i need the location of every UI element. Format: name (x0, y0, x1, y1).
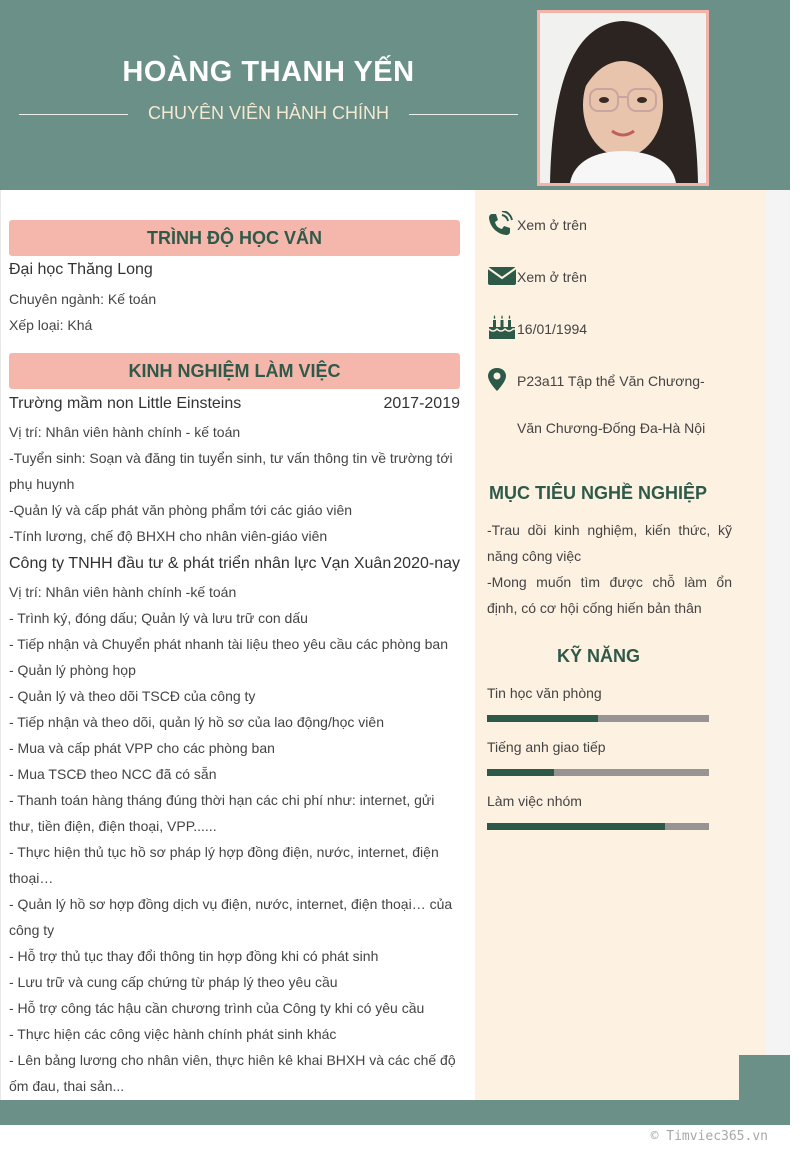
objective-line: -Trau dồi kinh nghiệm, kiến thức, kỹ năng công việc (487, 522, 732, 564)
skill-fill (487, 715, 598, 722)
role-row (19, 101, 518, 127)
skill-fill (487, 769, 554, 776)
candidate-name: HOÀNG THANH YẾN (122, 56, 415, 88)
phone-text: Xem ở trên (517, 217, 587, 233)
contact-address (487, 367, 747, 437)
header (0, 0, 790, 190)
job-line: - Thực hiện các công việc hành chính phát sinh khác (9, 1026, 337, 1042)
envelope-icon (487, 263, 517, 291)
job-line: - Lưu trữ và cung cấp chứng từ pháp lý theo yêu cầu (9, 974, 338, 990)
birthday-text: 16/01/1994 (517, 321, 588, 337)
job-line: - Tiếp nhận và theo dõi, quản lý hồ sơ của lao động/học viên (9, 714, 384, 730)
map-marker-icon (487, 367, 517, 395)
job-line: - Hỗ trợ thủ tục thay đổi thông tin hợp đồng khi có phát sinh (9, 948, 379, 964)
education-school: Đại học Thăng Long (9, 261, 153, 278)
job-line: - Thanh toán hàng tháng đúng thời hạn các chi phí như: internet, gửi thư, tiền điện, điện thoại, VPP...... (9, 792, 435, 834)
address-line-1: P23a11 Tập thể Văn Chương- (517, 373, 705, 389)
job-company: Trường mầm non Little Einsteins (9, 395, 242, 412)
page-gutter (766, 190, 790, 1055)
experience-heading: KINH NGHIỆM LÀM VIỆC (9, 353, 460, 389)
job-title: CHUYÊN VIÊN HÀNH CHÍNH (147, 103, 390, 123)
footer-bar (0, 1100, 790, 1125)
skill-bar (487, 715, 709, 722)
job-line: - Mua TSCĐ theo NCC đã có sẵn (9, 766, 217, 782)
job-header (9, 393, 460, 415)
skill-label: Làm việc nhóm (487, 793, 582, 809)
job-line: Vị trí: Nhân viên hành chính - kế toán (9, 424, 241, 440)
job-line: - Hỗ trợ công tác hậu cần chương trình của Công ty khi có yêu cầu (9, 1000, 425, 1016)
profile-photo (537, 10, 709, 186)
skills-heading: KỸ NĂNG (557, 646, 641, 666)
skill-bar (487, 769, 709, 776)
education-major: Chuyên ngành: Kế toán (9, 291, 157, 307)
job-line: - Quản lý hồ sơ hợp đồng dịch vụ điện, nước, internet, điện thoại… của công ty (9, 896, 453, 938)
objective-line: -Mong muốn tìm được chỗ làm ổn định, có cơ hội cống hiến bản thân (487, 574, 732, 616)
job-line: - Quản lý phòng họp (9, 662, 136, 678)
job-line: -Tuyển sinh: Soạn và đăng tin tuyển sinh, tư vấn thông tin về trường tới phụ huynh (9, 450, 453, 492)
watermark: © Timviec365.vn (650, 1129, 768, 1144)
job-line: -Tính lương, chế độ BHXH cho nhân viên-giáo viên (9, 528, 328, 544)
job-period: 2017-2019 (383, 395, 460, 412)
job-line: - Quản lý và theo dõi TSCĐ của công ty (9, 688, 256, 704)
job-line: - Mua và cấp phát VPP cho các phòng ban (9, 740, 275, 756)
job-line: - Thực hiện thủ tục hồ sơ pháp lý hợp đồng điện, nước, internet, điện thoại… (9, 844, 439, 886)
job-line: -Quản lý và cấp phát văn phòng phẩm tới các giáo viên (9, 502, 353, 518)
skill-label: Tiếng anh giao tiếp (487, 739, 606, 755)
job-line: Vị trí: Nhân viên hành chính -kế toán (9, 584, 237, 600)
divider-right (409, 114, 518, 115)
phone-icon (487, 211, 517, 239)
footer-corner-block (739, 1055, 790, 1100)
skill-label: Tin học văn phòng (487, 685, 602, 701)
education-grade: Xếp loại: Khá (9, 317, 93, 333)
job-company: Công ty TNHH đầu tư & phát triển nhân lực Vạn Xuân (9, 555, 392, 572)
job-line: - Lên bảng lương cho nhân viên, thực hiên kê khai BHXH và các chế độ ốm đau, thai sản... (9, 1052, 456, 1094)
job-line: - Trình ký, đóng dấu; Quản lý và lưu trữ con dấu (9, 610, 308, 626)
job-header (9, 553, 460, 575)
job-line: - Tiếp nhận và Chuyển phát nhanh tài liệu theo yêu cầu các phòng ban (9, 636, 448, 652)
objective-heading: MỤC TIÊU NGHỀ NGHIỆP (489, 483, 708, 503)
email-text: Xem ở trên (517, 269, 587, 285)
address-line-2: Văn Chương-Đống Đa-Hà Nội (517, 420, 706, 436)
skill-bar (487, 823, 709, 830)
job-period: 2020-nay (393, 555, 460, 572)
birthday-cake-icon (487, 315, 517, 343)
skill-fill (487, 823, 665, 830)
education-heading: TRÌNH ĐỘ HỌC VẤN (9, 220, 460, 256)
